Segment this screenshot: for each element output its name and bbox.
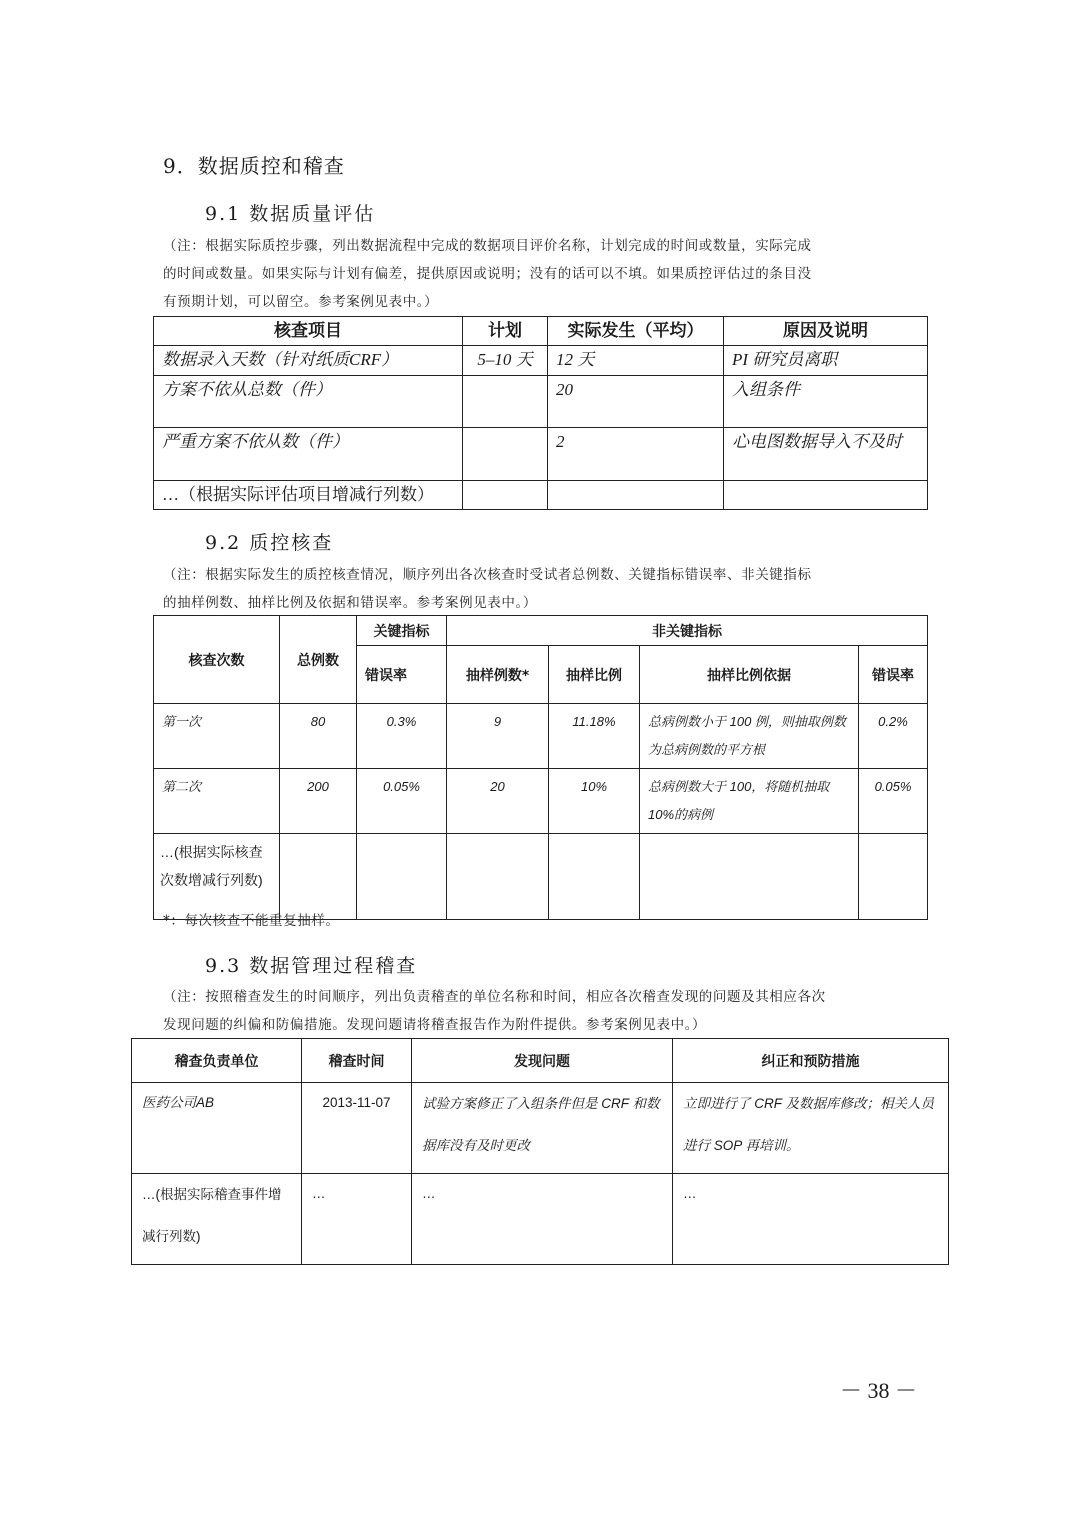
table-cell: 入组条件 bbox=[724, 376, 928, 428]
header-cell: 抽样例数* bbox=[447, 646, 549, 704]
table-cell: 5–10 天 bbox=[463, 346, 548, 376]
table-cell: 第二次 bbox=[154, 769, 280, 834]
table-cell: 严重方案不依从数（件） bbox=[154, 428, 463, 481]
header-cell: 总例数 bbox=[280, 616, 357, 704]
table-cell: 心电图数据导入不及时 bbox=[724, 428, 928, 481]
note-9-1 bbox=[163, 232, 812, 316]
table-cell: 9 bbox=[447, 704, 549, 769]
group-header-nonkey: 非关键指标 bbox=[447, 616, 928, 646]
header-cell: 原因及说明 bbox=[724, 317, 928, 346]
note-line: 发现问题的纠偏和防偏措施。发现问题请将稽查报告作为附件提供。参考案例见表中。） bbox=[163, 1017, 707, 1033]
header-cell: 稽查负责单位 bbox=[132, 1039, 302, 1083]
table-cell: 总病例数大于 100，将随机抽取 10%的病例 bbox=[640, 769, 859, 834]
table-cell: 80 bbox=[280, 704, 357, 769]
note-line: 有预期计划，可以留空。参考案例见表中。） bbox=[163, 294, 439, 310]
header-cell: 错误率 bbox=[859, 646, 928, 704]
table-cell: 立即进行了 CRF 及数据库修改；相关人员进行 SOP 再培训。 bbox=[673, 1083, 949, 1174]
table-row bbox=[154, 704, 928, 769]
table-cell: 0.3% bbox=[357, 704, 447, 769]
page-number: － 38 － bbox=[840, 1378, 918, 1403]
header-cell: 抽样比例依据 bbox=[640, 646, 859, 704]
table-cell: 试验方案修正了入组条件但是 CRF 和数据库没有及时更改 bbox=[412, 1083, 673, 1174]
table-cell bbox=[640, 834, 859, 920]
header-cell: 发现问题 bbox=[412, 1039, 673, 1083]
table-row bbox=[132, 1174, 949, 1265]
table-cell: 医药公司AB bbox=[132, 1083, 302, 1174]
table-cell bbox=[463, 481, 548, 510]
note-line: （注：根据实际发生的质控核查情况，顺序列出各次核查时受试者总例数、关键指标错误率、非关键指标 bbox=[163, 567, 812, 583]
subsection-title-9-1: 9.1 数据质量评估 bbox=[205, 203, 376, 225]
table-cell: 0.05% bbox=[859, 769, 928, 834]
note-line: 的时间或数量。如果实际与计划有偏差，提供原因或说明；没有的话可以不填。如果质控评估过的条目没 bbox=[163, 266, 812, 282]
header-cell: 计划 bbox=[463, 317, 548, 346]
table-cell: 10% bbox=[549, 769, 640, 834]
table-cell: … bbox=[302, 1174, 412, 1265]
section-heading: 9．数据质控和稽查 bbox=[163, 154, 345, 178]
audit-table bbox=[131, 1038, 949, 1265]
header-cell: 实际发生（平均） bbox=[548, 317, 724, 346]
subsection-title-9-3: 9.3 数据管理过程稽查 bbox=[205, 955, 418, 977]
note-line: （注：按照稽查发生的时间顺序，列出负责稽查的单位名称和时间，相应各次稽查发现的问题及其相应各次 bbox=[163, 989, 826, 1005]
table-cell: 200 bbox=[280, 769, 357, 834]
table-cell: … bbox=[673, 1174, 949, 1265]
table-row bbox=[132, 1083, 949, 1174]
table-cell: 数据录入天数（针对纸质CRF） bbox=[154, 346, 463, 376]
group-header-key: 关键指标 bbox=[357, 616, 447, 646]
table-cell: 方案不依从总数（件） bbox=[154, 376, 463, 428]
note-line: （注：根据实际质控步骤，列出数据流程中完成的数据项目评价名称，计划完成的时间或数量，实际完成 bbox=[163, 238, 812, 254]
table-cell: 20 bbox=[548, 376, 724, 428]
table-cell: 总病例数小于 100 例，则抽取例数为总病例数的平方根 bbox=[640, 704, 859, 769]
table-cell: 0.05% bbox=[357, 769, 447, 834]
table-cell bbox=[549, 834, 640, 920]
header-cell: 核查次数 bbox=[154, 616, 280, 704]
table-cell bbox=[357, 834, 447, 920]
table-cell bbox=[724, 481, 928, 510]
quality-assessment-table bbox=[153, 316, 928, 510]
table-cell bbox=[548, 481, 724, 510]
footnote: *：每次核查不能重复抽样。 bbox=[163, 913, 340, 929]
table-row bbox=[154, 481, 928, 510]
table-cell: … bbox=[412, 1174, 673, 1265]
table-cell: 第一次 bbox=[154, 704, 280, 769]
header-cell: 错误率 bbox=[357, 646, 447, 704]
header-cell: 稽查时间 bbox=[302, 1039, 412, 1083]
table-cell bbox=[859, 834, 928, 920]
note-9-2 bbox=[163, 561, 812, 617]
note-line: 的抽样例数、抽样比例及依据和错误率。参考案例见表中。） bbox=[163, 595, 537, 611]
table-cell: PI 研究员离职 bbox=[724, 346, 928, 376]
table-cell: 0.2% bbox=[859, 704, 928, 769]
table-cell bbox=[463, 428, 548, 481]
table-cell bbox=[463, 376, 548, 428]
table-cell: 2 bbox=[548, 428, 724, 481]
header-cell: 抽样比例 bbox=[549, 646, 640, 704]
table-cell: 2013-11-07 bbox=[302, 1083, 412, 1174]
table-cell: …（根据实际评估项目增减行列数） bbox=[154, 481, 463, 510]
note-9-3 bbox=[163, 983, 826, 1039]
table-cell: 11.18% bbox=[549, 704, 640, 769]
header-cell: 纠正和预防措施 bbox=[673, 1039, 949, 1083]
subsection-title-9-2: 9.2 质控核查 bbox=[205, 532, 334, 554]
table-cell: …(根据实际稽查事件增减行列数) bbox=[132, 1174, 302, 1265]
table-cell bbox=[447, 834, 549, 920]
table-cell: …(根据实际核查次数增减行列数) bbox=[154, 834, 280, 920]
header-cell: 核查项目 bbox=[154, 317, 463, 346]
table-row bbox=[154, 428, 928, 481]
table-cell: 20 bbox=[447, 769, 549, 834]
qc-check-table bbox=[153, 615, 928, 920]
table-row bbox=[154, 346, 928, 376]
table-row bbox=[154, 376, 928, 428]
table-row bbox=[154, 769, 928, 834]
table-cell: 12 天 bbox=[548, 346, 724, 376]
